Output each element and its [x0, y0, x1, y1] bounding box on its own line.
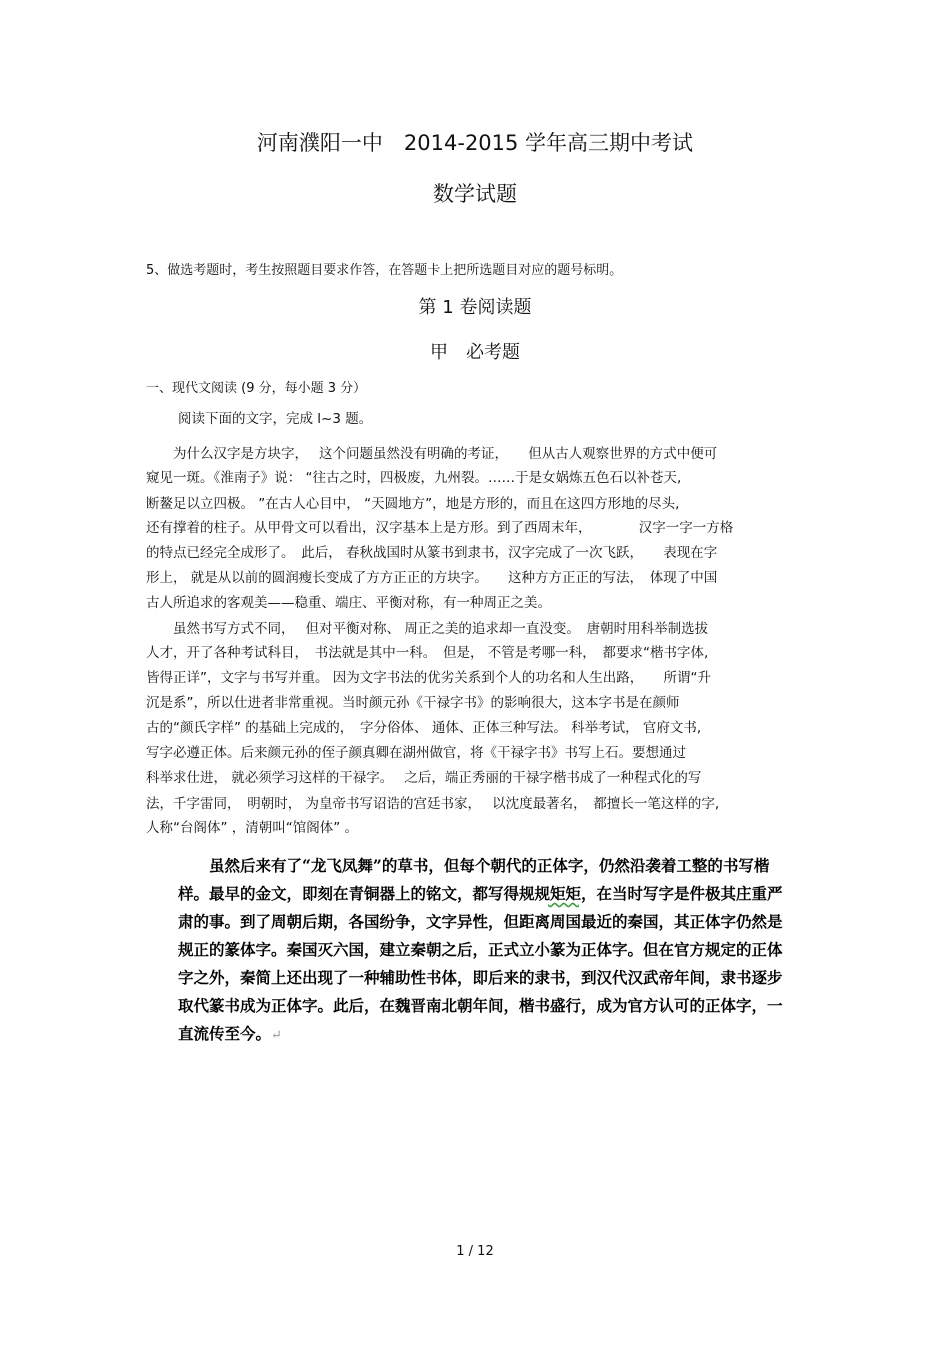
passage-line: 窥见一斑。《淮南子》说： “往古之时，四极废，九州裂。……于是女娲炼五色石以补苍天, — [146, 470, 682, 486]
question-header: 一、现代文阅读 (9 分，每小题 3 分） — [146, 381, 367, 396]
calligraphy-line: 肃的事。到了周朝后期，各国纷争，文字异性，但距离周国最近的秦国，其正体字仍然是 — [178, 912, 783, 931]
spellcheck-underline — [548, 880, 579, 908]
calligraphy-line: 取代篆书成为正体字。此后，在魏晋南北朝年间，楷书盛行，成为官方认可的正体字，一 — [178, 996, 783, 1015]
instruction: 阅读下面的文字，完成 l~3 题。 — [178, 411, 373, 427]
calligraphy-line: 字之外，秦简上还出现了一种辅助性书体，即后来的隶书，到汉代汉武帝年间，隶书逐步 — [178, 968, 783, 987]
exam-title: 河南濮阳一中 2014-2015 学年高三期中考试 — [256, 131, 694, 155]
calligraphy-line: 样。最早的金文，即刻在青铜器上的铭文，都写得规规矩矩，在当时写字是件极其庄重严 — [178, 884, 783, 903]
section-title: 第 1 卷阅读题 — [418, 297, 532, 318]
exam-subtitle: 数学试题 — [433, 182, 517, 206]
return-mark-icon: ↵ — [271, 1028, 282, 1043]
passage-line: 写字必遵正体。后来颜元孙的侄子颜真卿在湖州做官，将《干禄字书》书写上石。要想通过 — [146, 745, 686, 761]
passage-line: 古的“颜氏字样” 的基础上完成的， 字分俗体、 通体、正体三种写法。 科举考试， 官府文书, — [146, 720, 702, 736]
passage-line: 的特点已经完全成形了。 此后， 春秋战国时从篆书到隶书，汉字完成了一次飞跃， 表现在字 — [146, 545, 718, 561]
passage-line: 人才，开了各种考试科目， 书法就是其中一科。 但是， 不管是考哪一科， 都要求“楷书字体, — [146, 645, 709, 661]
calligraphy-line: 规正的篆体字。秦国灭六国，建立秦朝之后，正式立小篆为正体字。但在官方规定的正体 — [178, 940, 783, 959]
passage-line: 还有撑着的柱子。从甲骨文可以看出，汉字基本上是方形。到了西周末年， 汉字一字一方格 — [146, 520, 734, 536]
passage-line: 皆得正详”，文字与书写并重。 因为文字书法的优劣关系到个人的功名和人生出路， 所谓“升 — [146, 670, 712, 686]
section-subtitle: 甲 必考题 — [430, 342, 520, 363]
passage-line: 法，千字雷同， 明朝时， 为皇帝书写诏诰的宫廷书家， 以沈度最著名， 都擅长一笔这样的字, — [146, 796, 720, 812]
calligraphy-line-last — [178, 1020, 282, 1050]
passage-line: 虽然书写方式不同， 但对平衡对称、 周正之美的追求却一直没变。 唐朝时用科举制选拔 — [146, 621, 709, 637]
passage-line: 为什么汉字是方块字， 这个问题虽然没有明确的考证， 但从古人观察世界的方式中便可 — [146, 446, 718, 462]
passage-line: 古人所追求的客观美——稳重、端庄、平衡对称，有一种周正之美。 — [146, 595, 551, 611]
passage-line: 沉是系”，所以仕进者非常重视。当时颜元孙《干禄字书》的影响很大，这本字书是在颜师 — [146, 695, 680, 711]
passage-line: 断鳌足以立四极。 ”在古人心目中， “天圆地方”，地是方形的，而且在这四方形地的尽头, — [146, 496, 680, 512]
page-number: 1 / 12 — [456, 1244, 494, 1259]
calligraphy-line: 直流传至今。 — [178, 1024, 272, 1043]
passage-line: 人称“台阁体” ，清朝叫“馆阁体” 。 — [146, 820, 359, 836]
exam-note: 5、做选考题时，考生按照题目要求作答，在答题卡上把所选题目对应的题号标明。 — [146, 263, 623, 278]
calligraphy-line: 虽然后来有了“龙飞凤舞”的草书，但每个朝代的正体字，仍然沿袭着工整的书写楷 — [178, 856, 770, 875]
passage-line: 形上， 就是从以前的圆润瘦长变成了方方正正的方块字。 这种方方正正的写法， 体现了中国 — [146, 570, 718, 586]
passage-line: 科举求仕进， 就必须学习这样的干禄字。 之后，端正秀丽的干禄字楷书成了一种程式化的写 — [146, 770, 702, 786]
